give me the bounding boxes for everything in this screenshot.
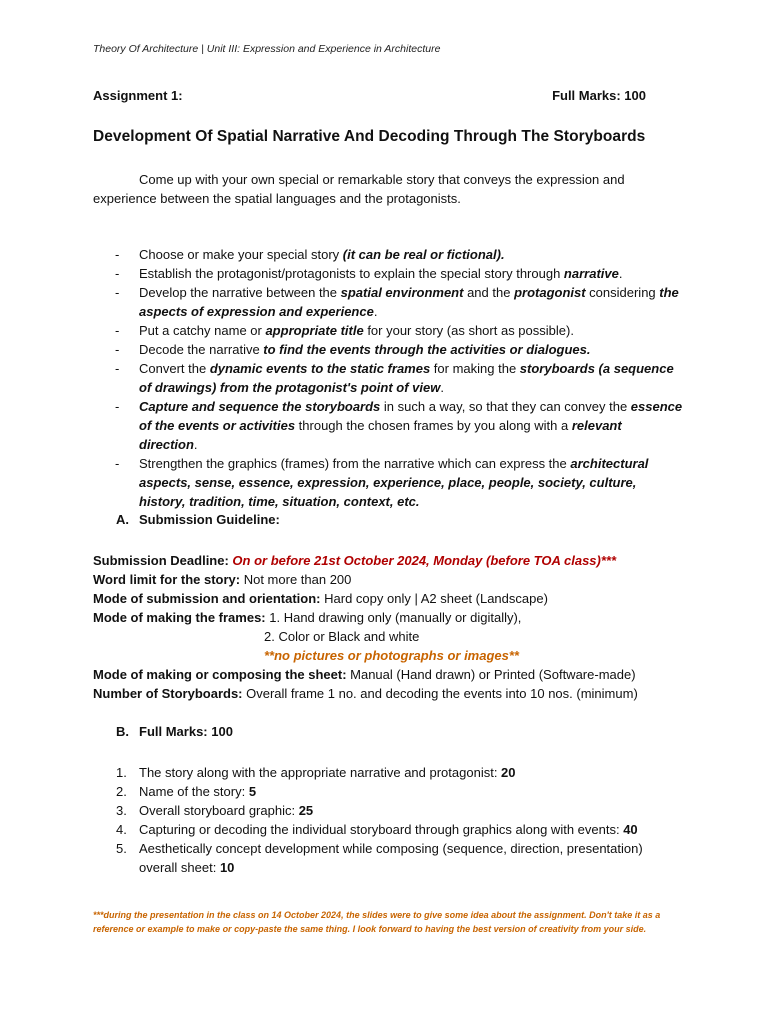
word-limit-line: Word limit for the story: Not more than 200 [93, 572, 352, 587]
list-item: - Capture and sequence the storyboards in such a way, so that they can convey the essence of the events or activities through the chosen frames by you along with a relevant direction. [115, 399, 683, 452]
frames-mode-line-2: 2. Color or Black and white [264, 629, 420, 644]
frames-note: **no pictures or photographs or images** [264, 648, 519, 663]
list-item: 5. Aesthetically concept development while composing (sequence, direction, presentation) overall sheet: 10 [116, 841, 643, 875]
list-item: 3. Overall storyboard graphic: 25 [116, 803, 314, 818]
assignment-row [93, 88, 646, 103]
sheet-mode-line: Mode of making or composing the sheet: Manual (Hand drawn) or Printed (Software-made) [93, 667, 636, 682]
list-item: - Convert the dynamic events to the static frames for making the storyboards (a sequence of drawings) from the protagonist's point of view. [115, 361, 674, 395]
list-item: - Develop the narrative between the spatial environment and the protagonist considering the aspects of expression and experience. [115, 285, 679, 319]
submission-guidelines [93, 551, 693, 703]
page-header: Theory Of Architecture | Unit III: Expression and Experience in Architecture [93, 43, 441, 55]
instructions-list [93, 245, 683, 511]
submission-mode-line: Mode of submission and orientation: Hard copy only | A2 sheet (Landscape) [93, 591, 548, 606]
footnote: ***during the presentation in the class on 14 October 2024, the slides were to give some idea about the assignment. Don't take it as a reference or example to make or copy-paste the same thing. I look forward to having the best version of creativity from your side. [93, 910, 661, 934]
frames-mode-line: Mode of making the frames: 1. Hand drawing only (manually or digitally), [93, 610, 522, 625]
list-item: - Establish the protagonist/protagonists to explain the special story through narrative. [115, 266, 623, 281]
storyboards-count-line: Number of Storyboards: Overall frame 1 no. and decoding the events into 10 nos. (minimum) [93, 686, 638, 701]
section-a-heading: A. Submission Guideline: [116, 512, 280, 527]
list-item: - Strengthen the graphics (frames) from the narrative which can express the architectural aspects, sense, essence, expression, experience, place, people, society, culture, history, tradition, time, situation, context, etc. [115, 456, 649, 509]
full-marks-label: Full Marks: 100 [552, 88, 646, 103]
assignment-label: Assignment 1: [93, 88, 183, 103]
list-item: - Put a catchy name or appropriate title for your story (as short as possible). [115, 323, 574, 338]
intro-text: Come up with your own special or remarkable story that conveys the expression and experience between the spatial languages and the protagonists. [93, 172, 625, 206]
document-title: Development Of Spatial Narrative And Decoding Through The Storyboards [93, 128, 646, 145]
list-item: 1. The story along with the appropriate narrative and protagonist: 20 [116, 765, 516, 780]
list-item: 4. Capturing or decoding the individual storyboard through graphics along with events: 40 [116, 822, 638, 837]
list-item: - Choose or make your special story (it can be real or fictional). [115, 247, 505, 262]
section-b-heading: B. Full Marks: 100 [116, 724, 233, 739]
list-item: - Decode the narrative to find the events through the activities or dialogues. [115, 342, 591, 357]
deadline-line: Submission Deadline: On or before 21st October 2024, Monday (before TOA class)*** [93, 553, 617, 568]
marks-list [116, 763, 656, 877]
intro-paragraph [93, 170, 653, 208]
list-item: 2. Name of the story: 5 [116, 784, 257, 799]
